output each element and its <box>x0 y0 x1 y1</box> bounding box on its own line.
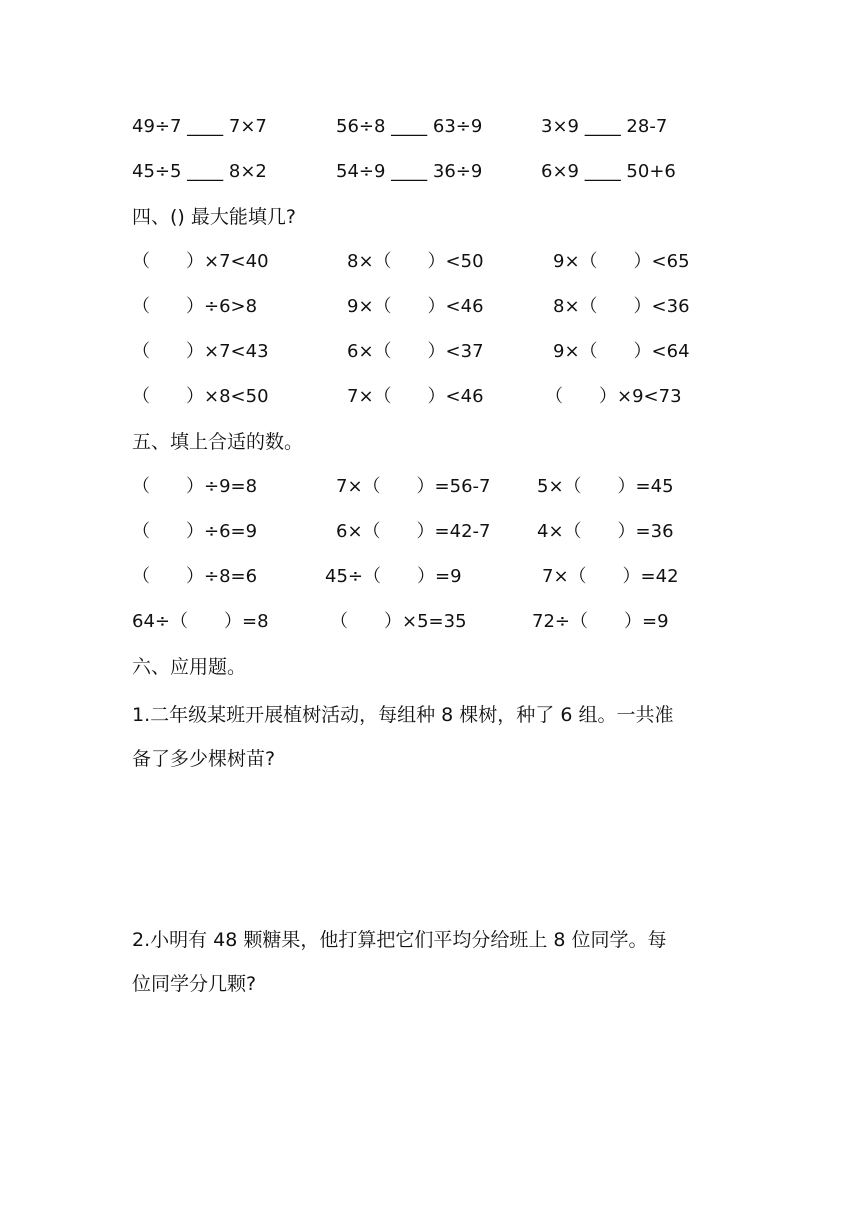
question-1-line-1: 1.二年级某班开展植树活动，每组种 8 棵树，种了 6 组。一共准 <box>132 704 674 726</box>
fill-number-row <box>0 472 860 502</box>
fill-max-item: （ ）×8<50 <box>132 386 269 407</box>
question-2-line-1: 2.小明有 48 颗糖果，他打算把它们平均分给班上 8 位同学。每 <box>132 929 667 951</box>
comparison-item: 49÷7 ____ 7×7 <box>132 116 267 137</box>
fill-number-item: （ ）÷9=8 <box>132 476 258 497</box>
comparison-item: 56÷8 ____ 63÷9 <box>336 116 483 137</box>
fill-number-item: 4×（ ）=36 <box>537 521 674 542</box>
fill-number-item: 6×（ ）=42-7 <box>336 521 491 542</box>
fill-max-item: 6×（ ）<37 <box>347 341 484 362</box>
section-5-title: 五、填上合适的数。 <box>132 431 304 453</box>
fill-max-item: （ ）×7<40 <box>132 251 269 272</box>
fill-max-item: 8×（ ）<36 <box>553 296 690 317</box>
fill-number-item: （ ）÷8=6 <box>132 566 258 587</box>
fill-number-item: 64÷（ ）=8 <box>132 611 269 632</box>
fill-max-row <box>0 292 860 322</box>
question-2-line-2: 位同学分几颗? <box>132 973 257 995</box>
comparison-row <box>0 157 860 187</box>
fill-number-row <box>0 517 860 547</box>
fill-max-item: 9×（ ）<64 <box>553 341 690 362</box>
section-4-title: 四、() 最大能填几? <box>132 206 296 228</box>
fill-number-item: 45÷（ ）=9 <box>325 566 462 587</box>
fill-max-item: 7×（ ）<46 <box>347 386 484 407</box>
fill-number-item: 72÷（ ）=9 <box>532 611 669 632</box>
fill-number-item: 7×（ ）=56-7 <box>336 476 491 497</box>
fill-number-item: 5×（ ）=45 <box>537 476 674 497</box>
fill-max-row <box>0 382 860 412</box>
fill-max-item: 8×（ ）<50 <box>347 251 484 272</box>
fill-max-row <box>0 337 860 367</box>
question-1-line-2: 备了多少棵树苗? <box>132 748 276 770</box>
fill-number-row <box>0 607 860 637</box>
fill-max-item: 9×（ ）<65 <box>553 251 690 272</box>
fill-max-row <box>0 247 860 277</box>
fill-number-item: 7×（ ）=42 <box>542 566 679 587</box>
fill-number-item: （ ）÷6=9 <box>132 521 258 542</box>
fill-max-item: （ ）×7<43 <box>132 341 269 362</box>
section-6-title: 六、应用题。 <box>132 656 247 678</box>
fill-number-row <box>0 562 860 592</box>
comparison-item: 6×9 ____ 50+6 <box>541 161 676 182</box>
comparison-item: 54÷9 ____ 36÷9 <box>336 161 483 182</box>
fill-number-item: （ ）×5=35 <box>330 611 467 632</box>
comparison-row <box>0 112 860 142</box>
fill-max-item: （ ）÷6>8 <box>132 296 258 317</box>
comparison-item: 45÷5 ____ 8×2 <box>132 161 267 182</box>
fill-max-item: （ ）×9<73 <box>545 386 682 407</box>
comparison-item: 3×9 ____ 28-7 <box>541 116 668 137</box>
fill-max-item: 9×（ ）<46 <box>347 296 484 317</box>
